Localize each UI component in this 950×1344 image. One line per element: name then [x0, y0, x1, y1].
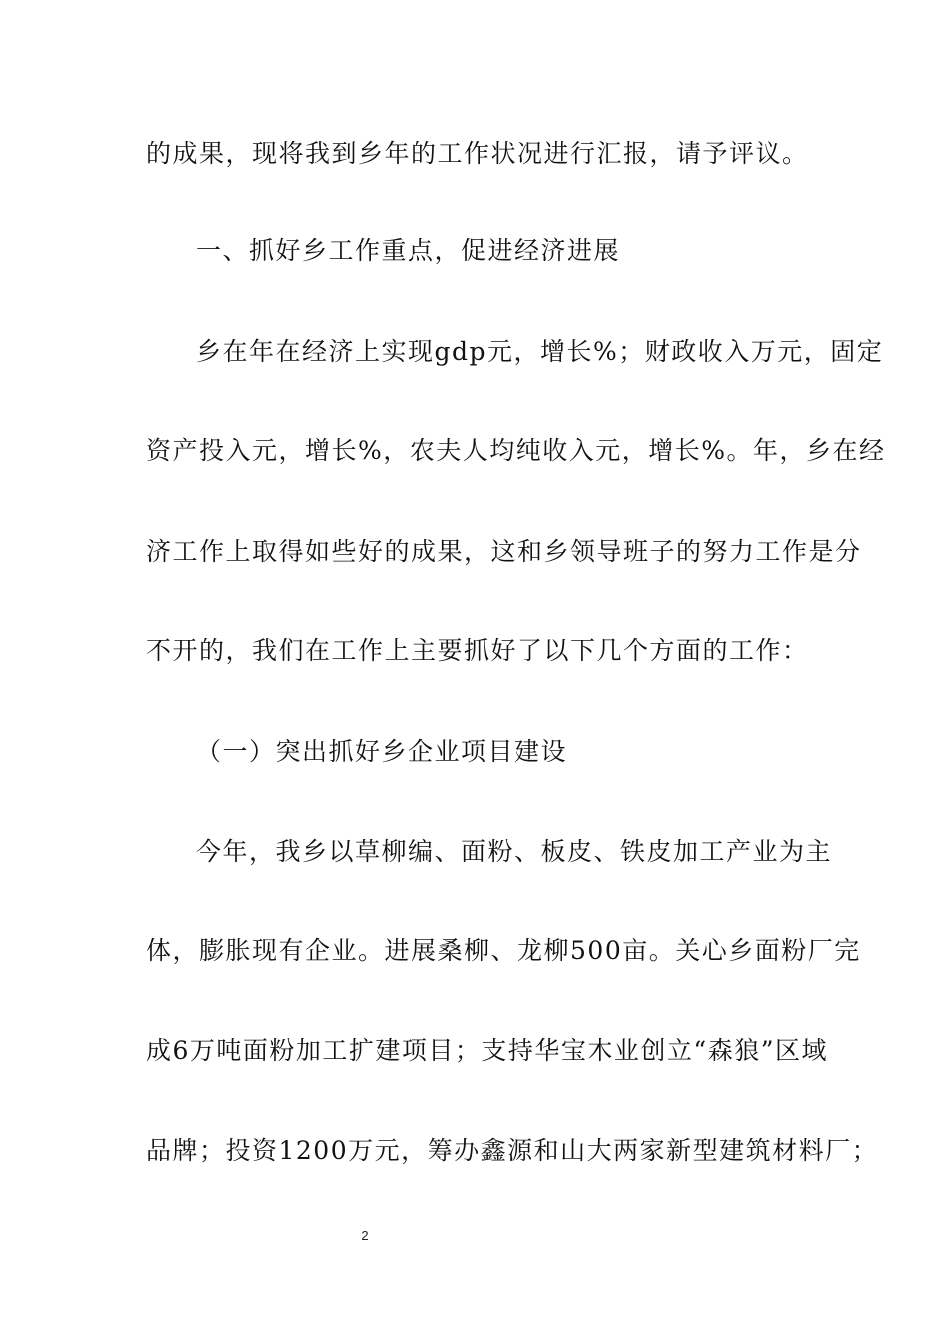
subsection-heading: （一）突出抓好乡企业项目建设 — [196, 737, 568, 766]
paragraph-line-11: 品牌；投资1200万元，筹办鑫源和山大两家新型建筑材料厂； — [146, 1136, 879, 1165]
paragraph-line-8: 今年，我乡以草柳编、面粉、板皮、铁皮加工产业为主 — [196, 837, 833, 866]
section-heading: 一、抓好乡工作重点，促进经济进展 — [196, 236, 621, 265]
paragraph-line-1: 的成果，现将我到乡年的工作状况进行汇报，请予评议。 — [146, 139, 809, 168]
paragraph-line-6: 不开的，我们在工作上主要抓好了以下几个方面的工作： — [146, 636, 809, 665]
paragraph-line-10: 成6万吨面粉加工扩建项目；支持华宝木业创立“森狼”区域 — [146, 1036, 828, 1065]
page-number: 2 — [361, 1228, 369, 1243]
paragraph-line-5: 济工作上取得如些好的成果，这和乡领导班子的努力工作是分 — [146, 537, 862, 566]
paragraph-line-3: 乡在年在经济上实现gdp元，增长%；财政收入万元，固定 — [196, 337, 884, 366]
paragraph-line-9: 体，膨胀现有企业。进展桑柳、龙柳500亩。关心乡面粉厂完 — [146, 936, 861, 965]
paragraph-line-4: 资产投入元，增长%，农夫人均纯收入元，增长%。年，乡在经 — [146, 436, 886, 465]
